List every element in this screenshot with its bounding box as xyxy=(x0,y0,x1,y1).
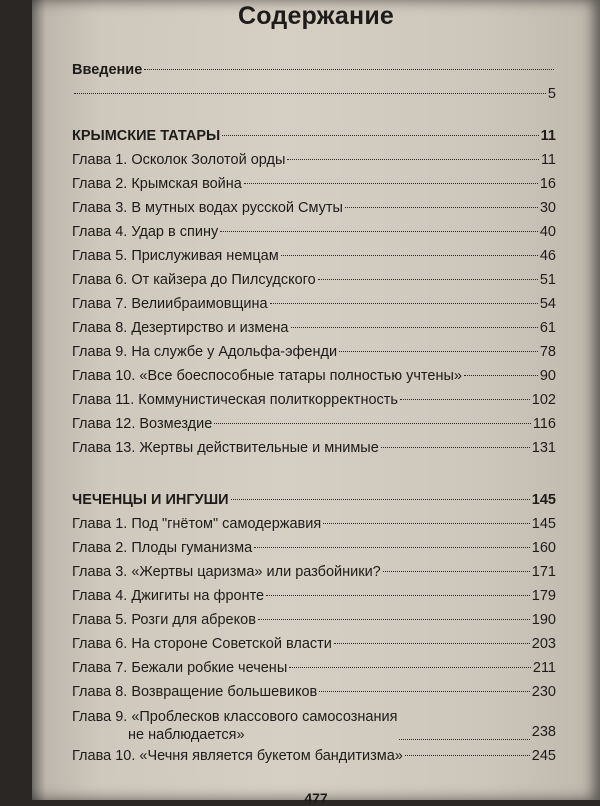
section-label: ЧЕЧЕНЦЫ И ИНГУШИ xyxy=(72,492,229,508)
dot-leader xyxy=(405,755,530,756)
entry-page: 78 xyxy=(539,344,556,360)
toc-entry xyxy=(72,632,556,656)
entry-label: Глава 9. На службе у Адольфа-эфенди xyxy=(72,344,338,360)
entry-label: Глава 4. Джигиты на фронте xyxy=(72,588,265,604)
dot-leader xyxy=(244,183,538,184)
section-label: КРЫМСКИЕ ТАТАРЫ xyxy=(72,128,221,144)
dot-leader xyxy=(281,255,538,256)
entry-page: 90 xyxy=(539,368,556,384)
toc-entry xyxy=(72,268,556,292)
toc-entry xyxy=(72,364,556,388)
dot-leader xyxy=(381,447,530,448)
dot-leader xyxy=(339,351,538,352)
dot-leader xyxy=(222,135,538,136)
entry-label-line2: не наблюдается» xyxy=(128,727,245,743)
toc-entry xyxy=(72,584,556,608)
toc-entry xyxy=(72,436,556,460)
toc-section-chechens-ingush xyxy=(72,488,556,512)
toc-entry-introduction xyxy=(72,58,556,82)
dot-leader xyxy=(258,619,530,620)
toc-entry xyxy=(72,412,556,436)
dot-leader xyxy=(144,69,554,70)
entry-page: 16 xyxy=(539,176,556,192)
dot-leader xyxy=(323,523,530,524)
entry-label: Глава 8. Дезертирство и измена xyxy=(72,320,289,336)
entry-page: 51 xyxy=(539,272,556,288)
dot-leader xyxy=(383,571,530,572)
entry-page: 171 xyxy=(531,564,556,580)
entry-page: 116 xyxy=(532,416,556,432)
dot-leader xyxy=(266,595,530,596)
toc-entry xyxy=(72,512,556,536)
entry-label: Глава 10. «Чечня является букетом бандитизма» xyxy=(72,748,403,764)
toc-entry xyxy=(72,744,556,768)
entry-label: Глава 13. Жертвы действительные и мнимые xyxy=(72,440,379,456)
entry-label: Введение xyxy=(72,62,143,78)
toc-section-crimean-tatars xyxy=(72,124,556,148)
dot-leader xyxy=(74,93,546,94)
toc-entry xyxy=(72,316,556,340)
dot-leader xyxy=(399,739,529,740)
toc-entry-two-line xyxy=(72,704,556,744)
entry-page: 238 xyxy=(531,724,556,740)
entry-label: Глава 8. Возвращение большевиков xyxy=(72,684,318,700)
dot-leader xyxy=(214,423,531,424)
page-number: 477 xyxy=(304,790,328,806)
entry-page: 203 xyxy=(531,636,556,652)
entry-label: Глава 7. Велиибраимовщина xyxy=(72,296,268,312)
dot-leader xyxy=(289,667,531,668)
entry-page: 102 xyxy=(531,392,556,408)
dot-leader xyxy=(231,499,530,500)
entry-label: Глава 5. Розги для абреков xyxy=(72,612,256,628)
toc-entry xyxy=(72,220,556,244)
section-page: 145 xyxy=(531,492,556,508)
entry-page: 245 xyxy=(531,748,556,764)
entry-label: Глава 2. Крымская война xyxy=(72,176,242,192)
entry-page: 179 xyxy=(531,588,556,604)
toc-entry xyxy=(72,340,556,364)
entry-page: 61 xyxy=(539,320,556,336)
entry-label: Глава 3. «Жертвы царизма» или разбойники? xyxy=(72,564,381,580)
entry-label xyxy=(72,708,397,744)
entry-page: 5 xyxy=(547,86,556,102)
dot-leader xyxy=(287,159,539,160)
entry-label-line1: Глава 9. «Проблесков классового самосознания xyxy=(72,709,398,725)
entry-page: 145 xyxy=(531,516,556,532)
entry-label: Глава 3. В мутных водах русской Смуты xyxy=(72,200,343,216)
entry-page: 11 xyxy=(540,152,556,168)
book-page xyxy=(32,0,600,806)
toc-entry xyxy=(72,388,556,412)
entry-label: Глава 5. Прислуживая немцам xyxy=(72,248,279,264)
toc-entry xyxy=(72,196,556,220)
entry-page: 211 xyxy=(532,660,556,676)
entry-page: 131 xyxy=(531,440,556,456)
entry-label: Глава 2. Плоды гуманизма xyxy=(72,540,253,556)
entry-page: 230 xyxy=(531,684,556,700)
dot-leader xyxy=(464,375,538,376)
table-of-contents xyxy=(72,58,556,768)
toc-entry xyxy=(72,608,556,632)
toc-entry-introduction-page xyxy=(72,82,556,106)
dot-leader xyxy=(270,303,538,304)
entry-page: 54 xyxy=(539,296,556,312)
toc-entry xyxy=(72,560,556,584)
entry-page: 190 xyxy=(531,612,556,628)
dot-leader xyxy=(334,643,530,644)
dot-leader xyxy=(254,547,530,548)
entry-page: 160 xyxy=(531,540,556,556)
entry-label: Глава 1. Под "гнётом" самодержавия xyxy=(72,516,322,532)
toc-entry xyxy=(72,656,556,680)
toc-entry xyxy=(72,536,556,560)
toc-entry xyxy=(72,292,556,316)
dot-leader xyxy=(319,691,530,692)
entry-label: Глава 4. Удар в спину xyxy=(72,224,219,240)
entry-label: Глава 12. Возмездие xyxy=(72,416,213,432)
dot-leader xyxy=(400,399,530,400)
entry-label: Глава 6. На стороне Советской власти xyxy=(72,636,332,652)
page-title: Содержание xyxy=(237,2,395,30)
entry-page: 40 xyxy=(539,224,556,240)
entry-page: 46 xyxy=(539,248,556,264)
toc-entry xyxy=(72,680,556,704)
dot-leader xyxy=(345,207,538,208)
toc-entry xyxy=(72,244,556,268)
section-page: 11 xyxy=(540,128,556,144)
dot-leader xyxy=(318,279,538,280)
entry-page: 30 xyxy=(539,200,556,216)
dot-leader xyxy=(291,327,538,328)
entry-label: Глава 7. Бежали робкие чечены xyxy=(72,660,288,676)
entry-label: Глава 6. От кайзера до Пилсудского xyxy=(72,272,316,288)
dot-leader xyxy=(220,231,538,232)
entry-label: Глава 10. «Все боеспособные татары полностью учтены» xyxy=(72,368,462,384)
entry-label: Глава 1. Осколок Золотой орды xyxy=(72,152,286,168)
toc-entry xyxy=(72,148,556,172)
entry-label: Глава 11. Коммунистическая политкорректность xyxy=(72,392,398,408)
toc-entry xyxy=(72,172,556,196)
